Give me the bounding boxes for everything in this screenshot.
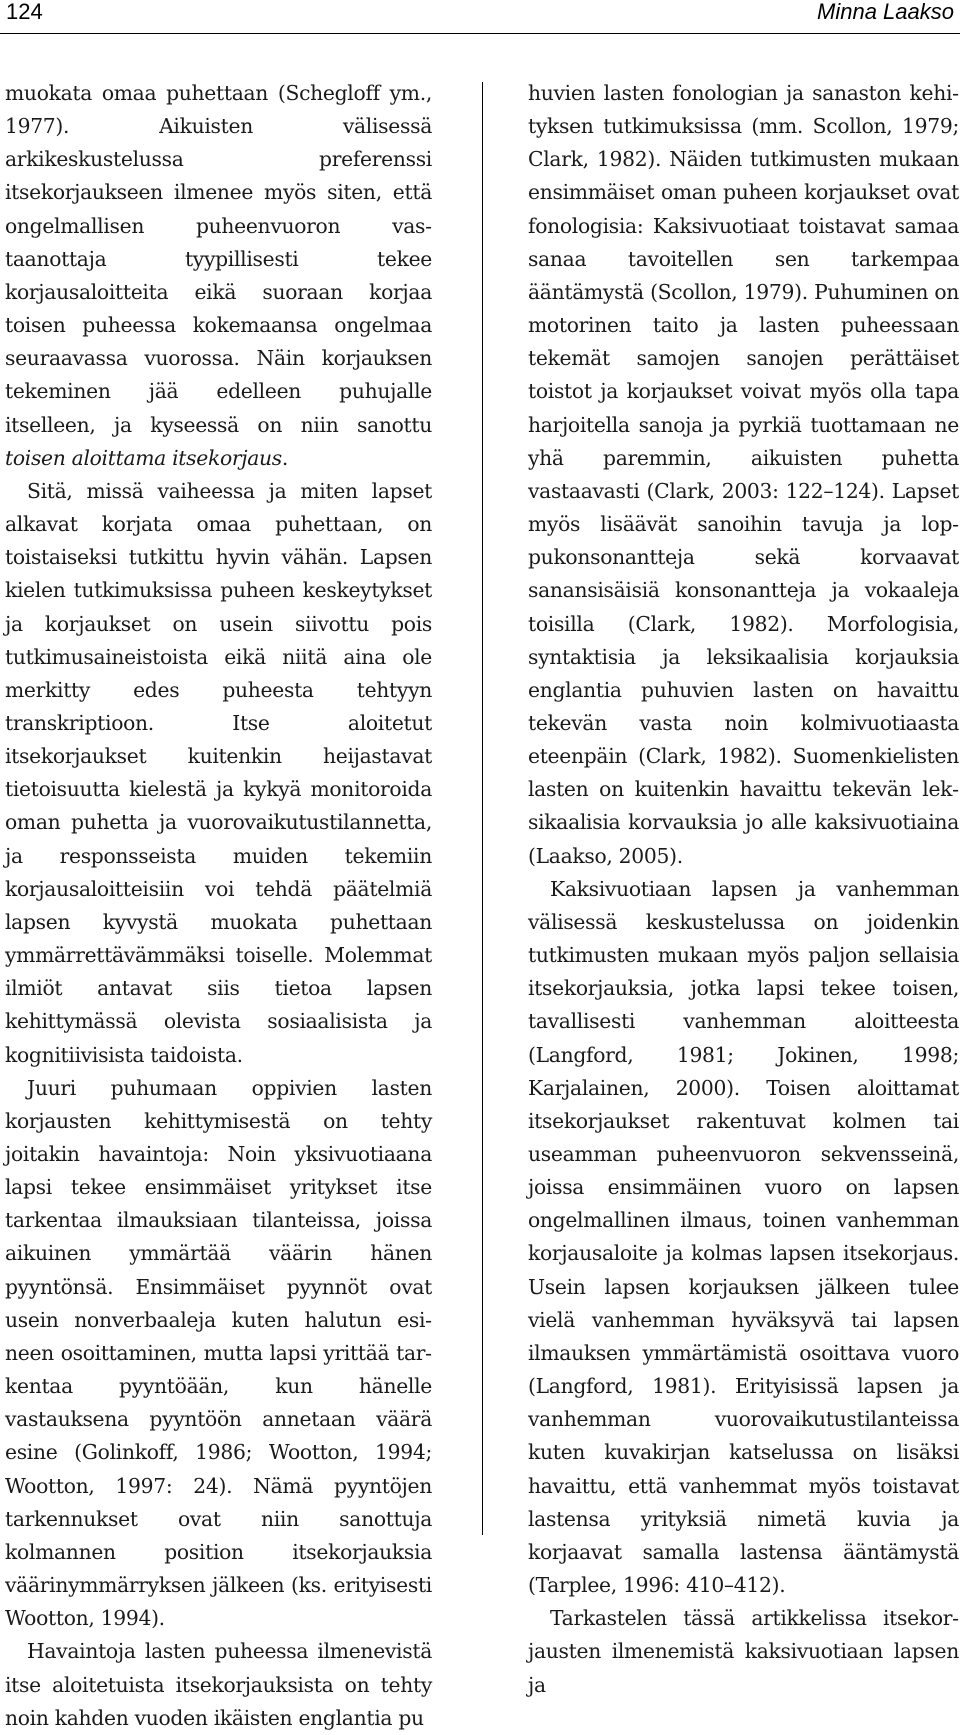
- paragraph: Sitä, missä vaiheessa ja miten lapset alkavat korjata omaa puhettaan, on toistaiseksi tutkittu hyvin vähän. Lapsen kielen tutkimuksissa puheen keskeytykset ja korjaukset on usein siivottu pois tutkimusaineistoista eikä niitä aina ole merkitty edes puheesta tehtyyn transkriptioon. Itse aloitetut itsekorjaukset kuitenkin heijastavat tietoisuutta kielestä ja kykyä monitoroida oman puhetta ja vuorovaikutustilannetta, ja responsseista muiden tekemiin korjausaloitteisiin voi tehdä päätelmiä lapsen kyvystä muokata puhettaan ymmärrettävämmäksi toiselle. Molemmat ilmiöt antavat siis tietoa lapsen kehittymässä olevista sosiaalisista ja kognitiivisista taidoista.: [5, 478, 432, 1067]
- paragraph: [5, 77, 432, 475]
- paragraph: huvien lasten fonologian ja sanaston kehityksen tutkimuksissa (mm. Scollon, 1979; Clark, 1982). Näiden tutkimusten mukaan ensimmäiset oman puheen korjaukset ovat fonologisia: Kaksivuotiaat toistavat samaa sanaa tavoitellen sen tarkempaa ääntämystä (Scollon, 1979). Puhuminen on motorinen taito ja lasten puheessaan tekemät samojen sanojen perättäiset toistot ja korjaukset voivat myös olla tapa harjoitella sanoja ja pyrkiä tuottamaan ne yhä paremmin, aikuisten puhetta vastaavasti (Clark, 2003: 122–124). Lapset myös lisäävät sanoihin tavuja ja loppukonsonantteja sekä korvaavat sanansisäisiä konsonantteja ja vokaaleja toisilla (Clark, 1982). Morfologisia, syntaktisia ja leksikaalisia korjauksia englantia puhuvien lasten on havaittu tekevän vasta noin kolmivuotiaasta eteenpäin (Clark, 1982). Suomenkielisten lasten on kuitenkin havaittu tekevän leksikaalisia korvauksia jo alle kaksivuotiaina (Laakso, 2005).: [528, 81, 959, 868]
- column-divider: [482, 82, 483, 1535]
- left-column: [5, 77, 432, 1735]
- italic-term: toisen aloittama itsekorjaus: [5, 445, 282, 470]
- right-column: [528, 77, 959, 1702]
- paragraph: Juuri puhumaan oppivien lasten korjausten kehittymisestä on tehty joitakin havaintoja: Noin yksivuotiaana lapsi tekee ensimmäiset yritykset itse tarkentaa ilmauksiaan tilanteissa, joissa aikuinen ymmärtää väärin hänen pyyntönsä. Ensimmäiset pyynnöt ovat usein nonverbaaleja kuten halutun esineen osoittaminen, mutta lapsi yrittää tarkentaa pyyntöään, kun hänelle vastauksena pyyntöön annetaan väärä esine (Golinkoff, 1986; Wootton, 1994; Wootton, 1997: 24). Nämä pyyntöjen tarkennukset ovat niin sanottuja kolmannen position itsekorjauksia väärinymmärryksen jälkeen (ks. erityisesti Wootton, 1994).: [5, 1075, 432, 1631]
- page-number: 124: [6, 0, 43, 24]
- paragraph: Kaksivuotiaan lapsen ja vanhemman välisessä keskustelussa on joidenkin tutkimusten mukaan myös paljon sellaisia itsekorjauksia, jotka lapsi tekee toisen, tavallisesti vanhemman aloitteesta (Langford, 1981; Jokinen, 1998; Karjalainen, 2000). Toisen aloittamat itsekorjaukset rakentuvat kolmen tai useamman puheenvuoron sekvensseinä, joissa ensimmäinen vuoro on lapsen ongelmallinen ilmaus, toinen vanhemman korjausaloite ja kolmas lapsen itsekorjaus. Usein lapsen korjauksen jälkeen tulee vielä vanhemman hyväksyvä tai lapsen ilmauksen ymmärtämistä osoittava vuoro (Langford, 1981). Erityisissä lapsen ja vanhemman vuorovaikutustilanteissa kuten kuvakirjan katselussa on lisäksi havaittu, että vanhemmat myös toistavat lastensa yrityksiä nimetä kuvia ja korjaavat samalla lastensa ääntämystä (Tarplee, 1996: 410–412).: [528, 876, 959, 1598]
- paragraph: Havaintoja lasten puheessa ilmenevistä itse aloitetuista itsekorjauksista on tehty noin kahden vuoden ikäisten englantia pu: [5, 1639, 432, 1730]
- header-rule: [0, 33, 960, 34]
- paragraph: Tarkastelen tässä artikkelissa itsekorjausten ilmenemistä kaksivuotiaan lapsen ja: [528, 1606, 959, 1697]
- page-header: [0, 0, 960, 26]
- paragraph-text: muokata omaa puhettaan (Schegloff ym., 1977). Aikuisten välisessä arkikeskustelussa preferenssi itsekorjaukseen ilmenee myös siten, että ongelmallisen puheenvuoron vastaanottaja tyypillisesti tekee korjausaloitteita eikä suoraan korjaa toisen puheessa kokemaansa ongelmaa seuraavassa vuorossa. Näin korjauksen tekeminen jää edelleen puhujalle itselleen, ja kyseessä on niin sanottu: [5, 81, 432, 437]
- paragraph-text: .: [281, 445, 289, 470]
- running-head-author: Minna Laakso: [817, 0, 954, 24]
